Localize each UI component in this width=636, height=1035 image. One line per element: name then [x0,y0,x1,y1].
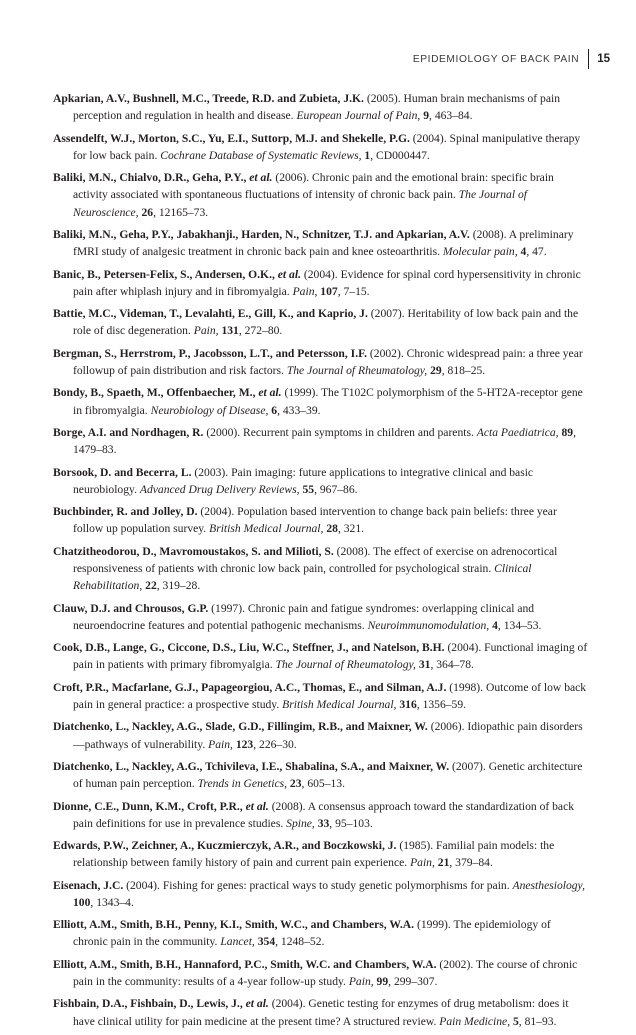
reference-entry [53,266,588,300]
reference-volume: 21 [437,856,450,870]
reference-year-title: (2002). The course of chronic pain in the community: results of a 4-year follow-up study. [73,957,578,989]
reference-pages: , 1343–4. [90,895,134,909]
reference-entry [53,345,588,379]
reference-entry [53,384,588,418]
page-number: 15 [597,53,610,65]
reference-journal: The Journal of Neuroscience, [73,188,527,219]
reference-entry [53,600,588,634]
reference-pages: , 967–86. [314,482,358,496]
reference-pages: , 47. [526,245,547,259]
reference-volume: 6 [271,403,278,417]
reference-authors: Elliott, A.M., Smith, B.H., Hannaford, P.C., Smith, W.C. and Chambers, W.A. [53,957,437,971]
reference-entry [53,503,588,537]
reference-et-al: et al. [258,386,282,400]
reference-year-title: (2004). Evidence for spinal cord hypersensitivity in chronic pain after whiplash injury and in fibromyalgia. [73,267,581,298]
reference-authors: Fishbain, D.A., Fishbain, D., Lewis, J., [53,997,246,1011]
reference-volume: 99 [376,975,389,989]
reference-year-title: (2006). Chronic pain and the emotional brain: specific brain activity associated with spontaneous fluctuations of intensity of chronic back pain. [73,171,554,202]
reference-entry [53,995,588,1029]
reference-pages: , 226–30. [253,737,297,751]
reference-journal: Anesthesiology, [512,878,585,892]
reference-journal: British Medical Journal, [282,697,397,711]
reference-pages: , 12165–73. [153,205,209,219]
reference-entry [53,758,588,792]
reference-entry [53,90,588,124]
reference-entry [53,424,588,458]
running-title: EPIDEMIOLOGY OF BACK PAIN [412,53,580,65]
reference-year-title: (1998). Outcome of low back pain in general practice: a prospective study. [73,680,587,711]
reference-year-title: (2008). The effect of exercise on adrenocortical responsiveness of patients with chronic low back pain, controlled for psychological strain. [73,544,558,575]
reference-entry [53,877,588,911]
reference-authors: Baliki, M.N., Chialvo, D.R., Geha, P.Y., [53,171,250,185]
reference-year-title: (1985). Familial pain models: the relationship between family history of pain and current pain experience. [73,839,555,870]
reference-year-title: (2007). Heritability of low back pain and the role of disc degeneration. [73,307,579,338]
reference-year-title: (2002). Chronic widespread pain: a three year followup of pain distribution and risk factors. [73,346,583,377]
reference-entry [53,718,588,752]
reference-authors: Cook, D.B., Lange, G., Ciccone, D.S., Liu, W.C., Steffner, J., and Natelson, B.H. [53,641,445,655]
reference-pages: , 7–15. [337,284,370,298]
reference-pages: , 379–84. [449,856,493,870]
reference-et-al: et al. [249,171,273,185]
reference-et-al: et al. [245,799,269,813]
reference-authors: Dionne, C.E., Dunn, K.M., Croft, P.R., [53,799,246,813]
reference-authors: Diatchenko, L., Nackley, A.G., Tchivileva, I.E., Shabalina, S.A., and Maixner, W. [53,759,450,773]
reference-authors: Banic, B., Petersen-Felix, S., Andersen, O.K., [53,267,278,281]
reference-authors: Elliott, A.M., Smith, B.H., Penny, K.I., Smith, W.C., and Chambers, W.A. [53,918,415,932]
reference-journal: Spine, [286,816,315,830]
reference-journal: British Medical Journal, [209,522,324,536]
reference-pages: , 818–25. [441,363,486,377]
reference-journal: Neurobiology of Disease, [150,403,269,417]
reference-volume: 5 [513,1014,519,1028]
reference-pages: , 463–84. [429,109,473,123]
reference-volume: 100 [73,895,91,909]
reference-volume: 123 [235,737,254,751]
reference-volume: 107 [320,284,338,298]
reference-volume: 4 [492,618,498,632]
reference-entry [53,916,588,950]
reference-year-title: (1997). Chronic pain and fatigue syndromes: overlapping clinical and neuroendocrine features and potential pathogenic mechanisms. [73,601,535,632]
reference-entry [53,130,588,164]
reference-journal: Trends in Genetics, [197,777,288,791]
reference-journal: Lancet, [220,935,255,949]
reference-authors: Buchbinder, R. and Jolley, D. [53,505,198,519]
reference-volume: 55 [302,482,315,496]
reference-authors: Bergman, S., Herrstrom, P., Jacobsson, L.T., and Petersson, I.F. [53,346,368,360]
reference-pages: , 81–93. [518,1014,557,1028]
reference-authors: Eisenach, J.C. [53,878,124,892]
reference-entry [53,305,588,339]
reference-year-title: (2008). A preliminary fMRI study of analgesic treatment in chronic back pain and knee osteoarthritis. [73,227,574,259]
reference-journal: Pain, [292,284,318,298]
reference-authors: Clauw, D.J. and Chrousos, G.P. [53,601,209,615]
reference-journal: The Journal of Rheumatology, [286,363,428,377]
reference-authors: Baliki, M.N., Geha, P.Y., Jabakhanji., Harden, N., Schnitzer, T.J. and Apkarian, A.V. [53,227,470,241]
reference-authors: Borge, A.I. and Nordhagen, R. [53,425,204,439]
reference-pages: , 364–78. [430,658,474,672]
reference-entry [53,226,588,260]
reference-authors: Bondy, B., Spaeth, M., Offenbaecher, M., [53,386,259,400]
reference-journal: Clinical Rehabilitation, [73,561,532,593]
reference-year-title: (2003). Pain imaging: future applications to integrative clinical and basic neurobiology. [73,465,534,496]
reference-authors: Croft, P.R., Macfarlane, G.J., Papageorgiou, A.C., Thomas, E., and Silman, A.J. [53,680,447,694]
reference-authors: Apkarian, A.V., Bushnell, M.C., Treede, R.D. and Zubieta, J.K. [53,92,364,105]
reference-year-title: (2000). Recurrent pain symptoms in children and parents. [203,425,477,439]
reference-year-title: (1999). The epidemiology of chronic pain in the community. [73,918,551,949]
reference-journal: Pain, [348,975,374,989]
reference-volume: 33 [317,816,330,830]
reference-journal: Advanced Drug Delivery Reviews, [139,482,300,496]
reference-entry [53,837,588,871]
reference-year-title: (2004). Genetic testing for enzymes of drug metabolism: does it have clinical utility for pain medicine at the present time? A structured review. [73,997,569,1028]
reference-pages: , 1479–83. [73,425,576,457]
reference-et-al: et al. [245,997,269,1011]
reference-year-title: (2004). Fishing for genes: practical ways to study genetic polymorphisms for pain. [123,878,513,892]
reference-volume: 26 [141,205,154,219]
reference-entry [53,679,588,713]
running-head [413,48,610,70]
reference-pages: , 299–307. [388,975,438,989]
reference-volume: 31 [418,658,431,672]
reference-entry [53,639,588,673]
reference-volume: 23 [289,777,302,791]
reference-journal: Molecular pain, [442,245,518,259]
reference-year-title: (2004). Functional imaging of pain in patients with primary fibromyalgia. [73,641,588,672]
reference-list [53,90,588,1035]
reference-pages: , 605–13. [301,777,345,791]
reference-volume: 316 [399,697,417,711]
reference-volume: 9 [423,109,430,123]
reference-authors: Battie, M.C., Videman, T., Levalahti, E., Gill, K., and Kaprio, J. [53,307,368,321]
reference-authors: Diatchenko, L., Nackley, A.G., Slade, G.D., Fillingim, R.B., and Maixner, W. [53,720,428,734]
reference-journal: Acta Paediatrica, [476,425,559,439]
reference-year-title: (1999). The T102C polymorphism of the 5-HT2A-receptor gene in fibromyalgia. [73,386,583,417]
reference-pages: , 319–28. [156,579,201,593]
reference-volume: 131 [221,324,239,338]
reference-pages: , CD000447. [370,148,430,162]
reference-et-al: et al. [277,267,301,281]
reference-entry [53,543,588,595]
reference-year-title: (2004). Population based intervention to change back pain beliefs: three year follow up population survey. [73,505,557,536]
reference-year-title: (2008). A consensus approach toward the standardization of back pain definitions for use in prevalence studies. [73,799,575,830]
reference-authors: Edwards, P.W., Zeichner, A., Kuczmierczyk, A.R., and Boczkowski, J. [53,839,397,853]
reference-journal: Pain Medicine, [439,1014,511,1028]
reference-pages: , 272–80. [238,324,283,338]
reference-volume: 4 [520,245,527,259]
reference-year-title: (2005). Human brain mechanisms of pain perception and regulation in health and disease. [73,92,561,123]
reference-authors: Chatzitheodorou, D., Mavromoustakos, S. and Milioti, S. [53,544,334,558]
reference-volume: 354 [257,935,276,949]
reference-year-title: (2007). Genetic architecture of human pain perception. [73,759,583,791]
reference-volume: 28 [326,522,338,536]
reference-pages: , 1248–52. [275,935,325,949]
reference-journal: Cochrane Database of Systematic Reviews, [160,148,362,162]
reference-pages: , 321. [337,522,365,536]
reference-journal: Pain, [208,737,233,751]
reference-volume: 29 [430,363,442,377]
reference-journal: The Journal of Rheumatology, [275,658,416,672]
reference-entry [53,798,588,832]
reference-volume: 1 [364,148,371,162]
reference-year-title: (2004). Spinal manipulative therapy for low back pain. [73,131,581,162]
reference-pages: , 433–39. [277,403,321,417]
reference-journal: Pain, [410,856,435,870]
reference-entry [53,956,588,990]
reference-pages: , 95–103. [329,816,373,830]
reference-volume: 22 [145,579,157,593]
reference-authors: Borsook, D. and Becerra, L. [53,465,192,479]
reference-journal: Neuroimmunomodulation, [367,618,490,632]
reference-journal: European Journal of Pain, [296,109,421,123]
reference-authors: Assendelft, W.J., Morton, S.C., Yu, E.I., Suttorp, M.J. and Shekelle, P.G. [53,131,410,145]
reference-year-title: (2006). Idiopathic pain disorders—pathways of vulnerability. [73,720,583,751]
reference-entry [53,169,588,221]
reference-volume: 89 [561,425,574,439]
reference-entry [53,464,588,498]
reference-pages: , 134–53. [497,618,542,632]
reference-pages: , 1356–59. [416,697,467,711]
reference-journal: Pain, [193,324,219,338]
